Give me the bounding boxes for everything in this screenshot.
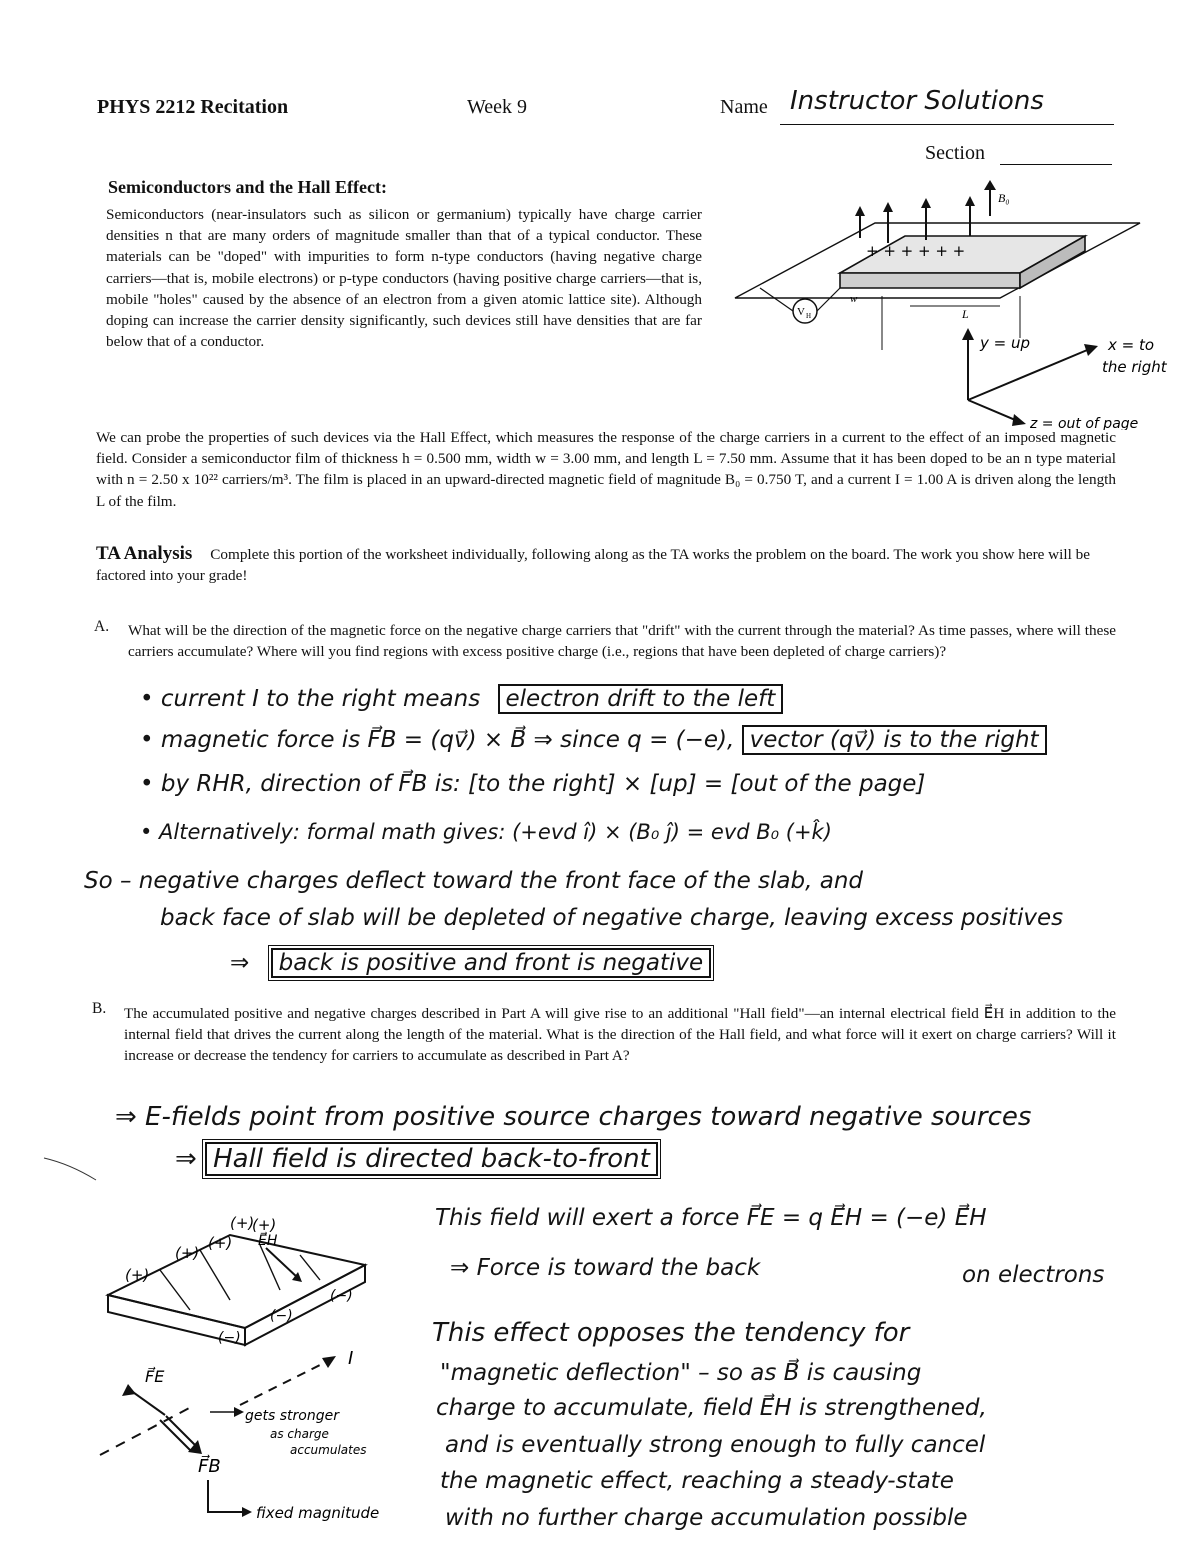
part-b-line5: This effect opposes the tendency for <box>432 1318 910 1348</box>
part-a-question: What will be the direction of the magnetic force on the negative charge carriers that "drift" with the current through the material? As time passes, where will these carriers accumulate? Where will you find regions with excess positive charge (i.e., regions that have been depleted of charge carriers)? <box>128 622 1116 661</box>
charge-plus-2: (+) <box>175 1244 200 1262</box>
name-handwritten: Instructor Solutions <box>790 86 1044 116</box>
name-label: Name <box>720 96 768 118</box>
plus-marks: + + + + + + <box>866 242 966 260</box>
charge-plus-4: (+) <box>230 1214 255 1232</box>
part-a-box-vector: vector (qv⃗) is to the right <box>742 725 1047 755</box>
x-axis-note: x = to <box>1108 336 1155 354</box>
y-axis-note: y = up <box>980 334 1031 352</box>
intro-paragraph: Semiconductors (near-insulators such as silicon or germanium) typically have charge carrier densities n that are many orders of magnitude smaller than that of a typical conductor. These materials can be "doped" with impurities to form n-type conductors (having negative charge carriers—that is, mobile electrons) or p-type conductors (having positive charge carriers—that is, mobile "holes" caused by the absence of an electron from a given atomic lattice site). Although doping can increase the carrier density significantly, such devices still have densities that are far below that of a conductor. <box>106 206 702 351</box>
part-b-line9: the magnetic effect, reaching a steady-state <box>440 1468 954 1494</box>
ta-title: TA Analysis <box>96 543 193 564</box>
fb-label: F⃗B <box>198 1456 221 1477</box>
part-a-line4: • Alternatively: formal math gives: (+evd î) × (B₀ ĵ) = evd B₀ (+k̂) <box>140 820 832 844</box>
week-label: Week 9 <box>467 96 528 118</box>
eh-label: E⃗H <box>258 1233 278 1249</box>
part-a-line5: So – negative charges deflect toward the front face of the slab, and <box>84 868 863 894</box>
ta-instructions-block <box>96 543 1116 586</box>
part-b-line4b: on electrons <box>962 1262 1105 1288</box>
vh-label: V <box>797 306 805 318</box>
accumulates-note: accumulates <box>290 1443 367 1457</box>
svg-text:H: H <box>806 312 812 320</box>
charge-plus-1: (+) <box>125 1266 150 1284</box>
course-title: PHYS 2212 Recitation <box>97 96 289 118</box>
charge-minus-3: (−) <box>330 1288 353 1304</box>
part-b-line8: and is eventually strong enough to fully cancel <box>445 1432 986 1458</box>
name-field <box>780 86 1114 125</box>
hall-field-diagram <box>30 1150 450 1545</box>
probe-paragraph: We can probe the properties of such devices via the Hall Effect, which measures the response of the charge carriers in a current to the effect of an imposed magnetic field. Consider a semiconductor film of thickness h = 0.500 mm, width w = 3.00 mm, and length L = 7.50 mm. Assume that it has been doped to be an n type material with n = 2.50 x 10²² carriers/m³. The film is placed in an upward-directed magnetic field of magnitude B₀ = 0.750 T, and a current I = 1.00 A is driven along the length L of the film. <box>96 429 1116 510</box>
section-field <box>1000 142 1112 165</box>
as-charge-note: as charge <box>270 1427 329 1441</box>
z-axis-note: z = out of page <box>1030 416 1139 430</box>
part-b-label: B. <box>92 1000 107 1017</box>
part-b-box-hall-field: Hall field is directed back-to-front <box>205 1142 658 1176</box>
part-b-line6: "magnetic deflection" – so as B⃗ is causing <box>440 1360 922 1386</box>
part-a-box-electron-drift: electron drift to the left <box>498 684 784 714</box>
x-axis-note-2: the right <box>1102 358 1167 376</box>
part-b-question: The accumulated positive and negative charges described in Part A will give rise to an additional "Hall field"—an internal electrical field E⃗H in addition to the internal field that drives the current along the length of the material. What is the direction of the Hall field, and what force will it exert on charge carriers? Will it increase or decrease the tendency for carriers to accumulate as described in Part A? <box>124 1005 1116 1065</box>
part-a-line2: • magnetic force is F⃗B = (qv⃗) × B⃗ ⇒ since q = (−e), vector (qv⃗) is to the right <box>140 727 1047 753</box>
part-b-line3: This field will exert a force F⃗E = q E⃗H = (−e) E⃗H <box>435 1205 987 1231</box>
charge-plus-5: (+) <box>252 1216 277 1234</box>
part-a-line7: ⇒ back is positive and front is negative <box>230 950 711 976</box>
charge-minus-2: (−) <box>270 1308 293 1324</box>
gets-stronger-note: gets stronger <box>245 1408 339 1424</box>
l-label: L <box>962 307 969 321</box>
part-a-label: A. <box>94 618 110 635</box>
part-b-line1: ⇒ E-fields point from positive source charges toward negative sources <box>115 1102 1032 1132</box>
part-b-line4: ⇒ Force is toward the back <box>450 1255 761 1281</box>
fixed-magnitude-note: fixed magnitude <box>256 1504 380 1522</box>
intro-title: Semiconductors and the Hall Effect: <box>108 177 387 197</box>
part-b-line10: with no further charge accumulation possible <box>445 1505 968 1531</box>
current-label: I <box>348 1348 354 1369</box>
part-a-box-conclusion: back is positive and front is negative <box>271 948 712 978</box>
section-label: Section <box>925 142 985 164</box>
b0-label: B₀ <box>998 191 1010 205</box>
part-b-line7: charge to accumulate, field E⃗H is strengthened, <box>436 1395 987 1421</box>
part-a-line6: back face of slab will be depleted of negative charge, leaving excess positives <box>160 905 1064 931</box>
fe-label: F⃗E <box>145 1367 165 1386</box>
charge-plus-3: (+) <box>208 1234 233 1252</box>
part-b-line2: ⇒ Hall field is directed back-to-front <box>175 1144 658 1174</box>
part-a-line3: • by RHR, direction of F⃗B is: [to the right] × [up] = [out of the page] <box>140 771 926 797</box>
ta-instructions: Complete this portion of the worksheet individually, following along as the TA works the problem on the board. The work you show here will be factored into your grade! <box>96 546 1090 585</box>
hall-slab-diagram <box>700 178 1200 430</box>
w-label: w <box>850 293 858 305</box>
charge-minus-1: (−) <box>218 1330 241 1346</box>
part-a-line1: • current I to the right means electron drift to the left <box>140 686 783 712</box>
